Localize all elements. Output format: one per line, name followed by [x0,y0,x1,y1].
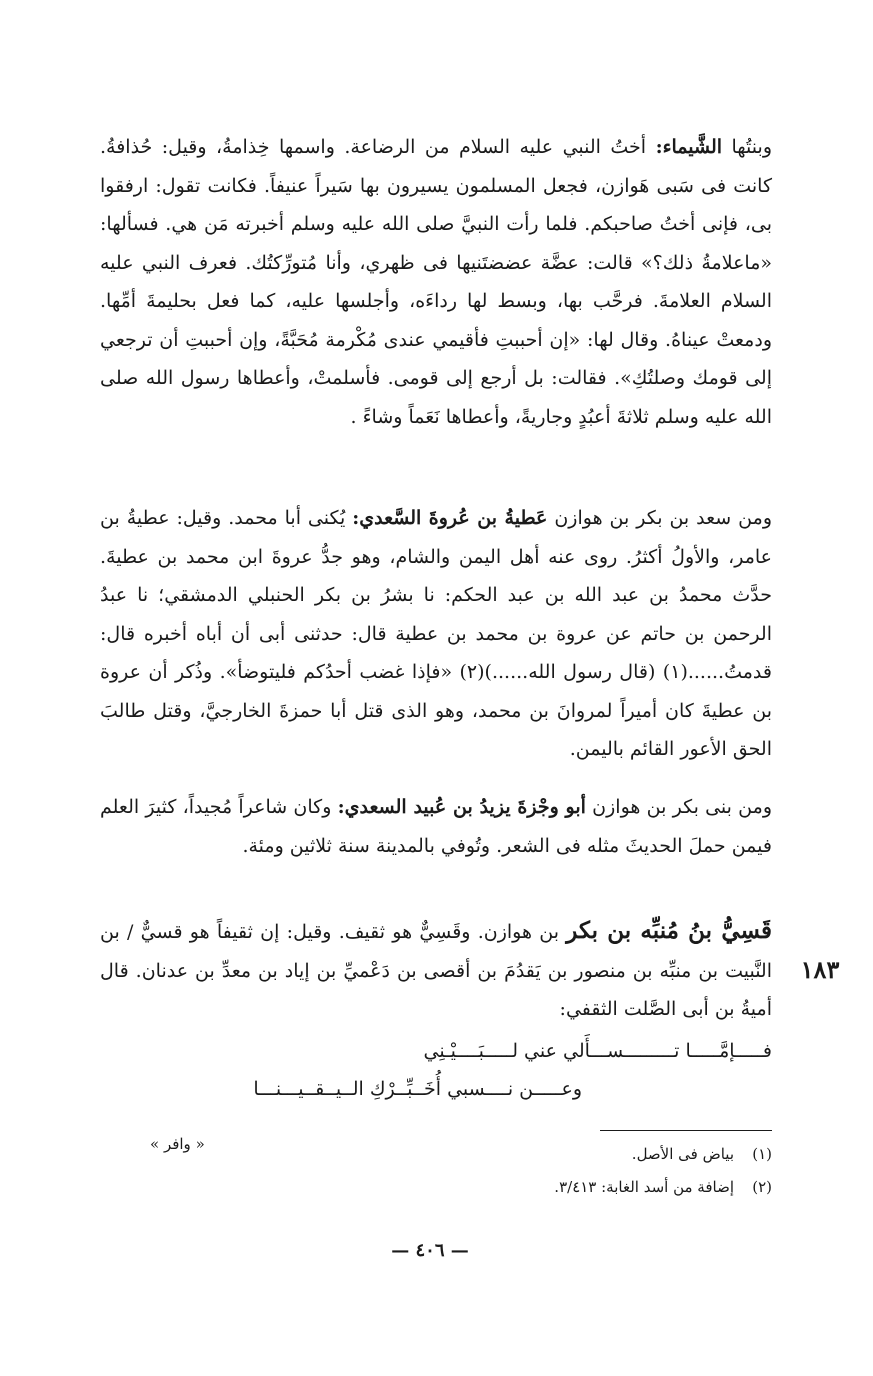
verse-line-1: فـــــإمَّـــــا تـــــــــســـأَلي عني لـــــبَــــيْـنِي [423,1040,772,1062]
paragraph-atiyya [100,499,772,769]
entry-name-qasi: قَسِيُّ بنُ مُنبِّه بن بكر [566,917,772,944]
entry-name-shaima: الشَّيماء: [655,136,723,158]
paragraph-body: بن هوازن. وقَسِيٌّ هو ثقيف. وقيل: إن ثقيفاً هو قسيٌّ / بن النَّبيت بن منبِّه بن منصور بن يَقدُمَ بن أقصى بن دَعْميِّ بن إياد بن معدِّ بن عدنان. قال أميةُ بن أبى الصَّلت الثقفي: [100,921,772,1020]
footnote-1 [400,1145,772,1163]
entry-name-abu-wajza: أبو وجْزةَ يزيدُ بن عُبيد السعدي: [337,796,586,818]
footnote-number: (٢) [752,1178,772,1196]
paragraph-body: وكان شاعراً مُجيداً، كثيرَ العلم فيمن حملَ الحديثَ مثله فى الشعر. وتُوفي بالمدينة سنة ثلاثين ومئة. [100,796,772,857]
margin-page-number: ١٨٣ [800,955,840,984]
footnote-text: إضافة من أسد الغابة: ٣/٤١٣. [554,1178,734,1196]
footnote-number: (١) [752,1145,772,1163]
paragraph-lead: وبنتُها [722,136,772,158]
paragraph-shaima [100,128,772,436]
verse-meter-label: « وافر » [150,1135,205,1153]
page-number: — ٤٠٦ — [391,1240,469,1261]
footnote-text: بياض فى الأصل. [631,1145,734,1163]
footnote-2 [400,1178,772,1196]
paragraph-qasi [100,912,772,1029]
paragraph-lead: ومن بنى بكر بن هوازن [585,796,772,818]
entry-name-atiyya: عَطيةُ بن عُروةَ السَّعدي: [352,507,548,529]
paragraph-body: يُكنى أبا محمد. وقيل: عطيةُ بن عامر، والأولُ أكثرُ. روى عنه أهل اليمن والشام، وهو جدُّ عروةَ ابن محمد بن عطيةَ. حدَّث محمدُ بن عبد الله بن عبد الحكم: نا بشرُ بن بكر الحنبلي الدمشقي؛ نا عبدُ الرحمن بن حاتم عن عروة بن محمد بن عطية قال: حدثنى أبى أن أباه أخبره قال: قدمتُ......(١) (قال رسول الله......)(٢) «فإذا غضب أحدُكم فليتوضأ». وذُكر أن عروة بن عطيةَ كان أميراً لمروانَ بن محمد، وهو الذى قتل أبا حمزةَ الخارجيَّ، وقتل طالبَ الحق الأعور القائم باليمن. [100,507,772,760]
paragraph-lead: ومن سعد بن بكر بن هوازن [547,507,772,529]
footnote-divider [600,1130,772,1131]
verse-line-2: وعـــــن نــــسبي أُخَــبِّــرْكِ الــيــقــيـــنـــا [253,1078,582,1100]
paragraph-body: أختُ النبي عليه السلام من الرضاعة. واسمها خِذامةُ، وقيل: حُذافةُ. كانت فى سَبى هَوازن، فجعل المسلمون يسيرون بها سَيراً عنيفاً. فكانت تقول: ارفقوا بى، فإنى أختُ صاحبكم. فلما رأت النبيَّ صلى الله عليه وسلم أخبرته مَن هي. فسألها: «ماعلامةُ ذلك؟» قالت: عضَّة عضضتَنيها فى ظهري، وأنا مُتورِّكتُك. فعرف النبي عليه السلام العلامةَ. فرحَّب بها، وبسط لها رداءَه، وأجلسها عليه، كما فعل بحليمةَ أمِّها. ودمعتْ عيناهُ. وقال لها: «إن أحببتِ فأقيمي عندى مُكْرمة مُحَبَّةً، وإن أحببتِ أن ترجعي إلى قومك وصلتُكِ». فقالت: بل أرجع إلى قومى. فأسلمتْ، وأعطاها رسول الله صلى الله عليه وسلم ثلاثةَ أعبُدٍ وجاريةً، وأعطاها نَعَماً وشاءً . [100,136,772,428]
paragraph-abu-wajza [100,788,772,865]
